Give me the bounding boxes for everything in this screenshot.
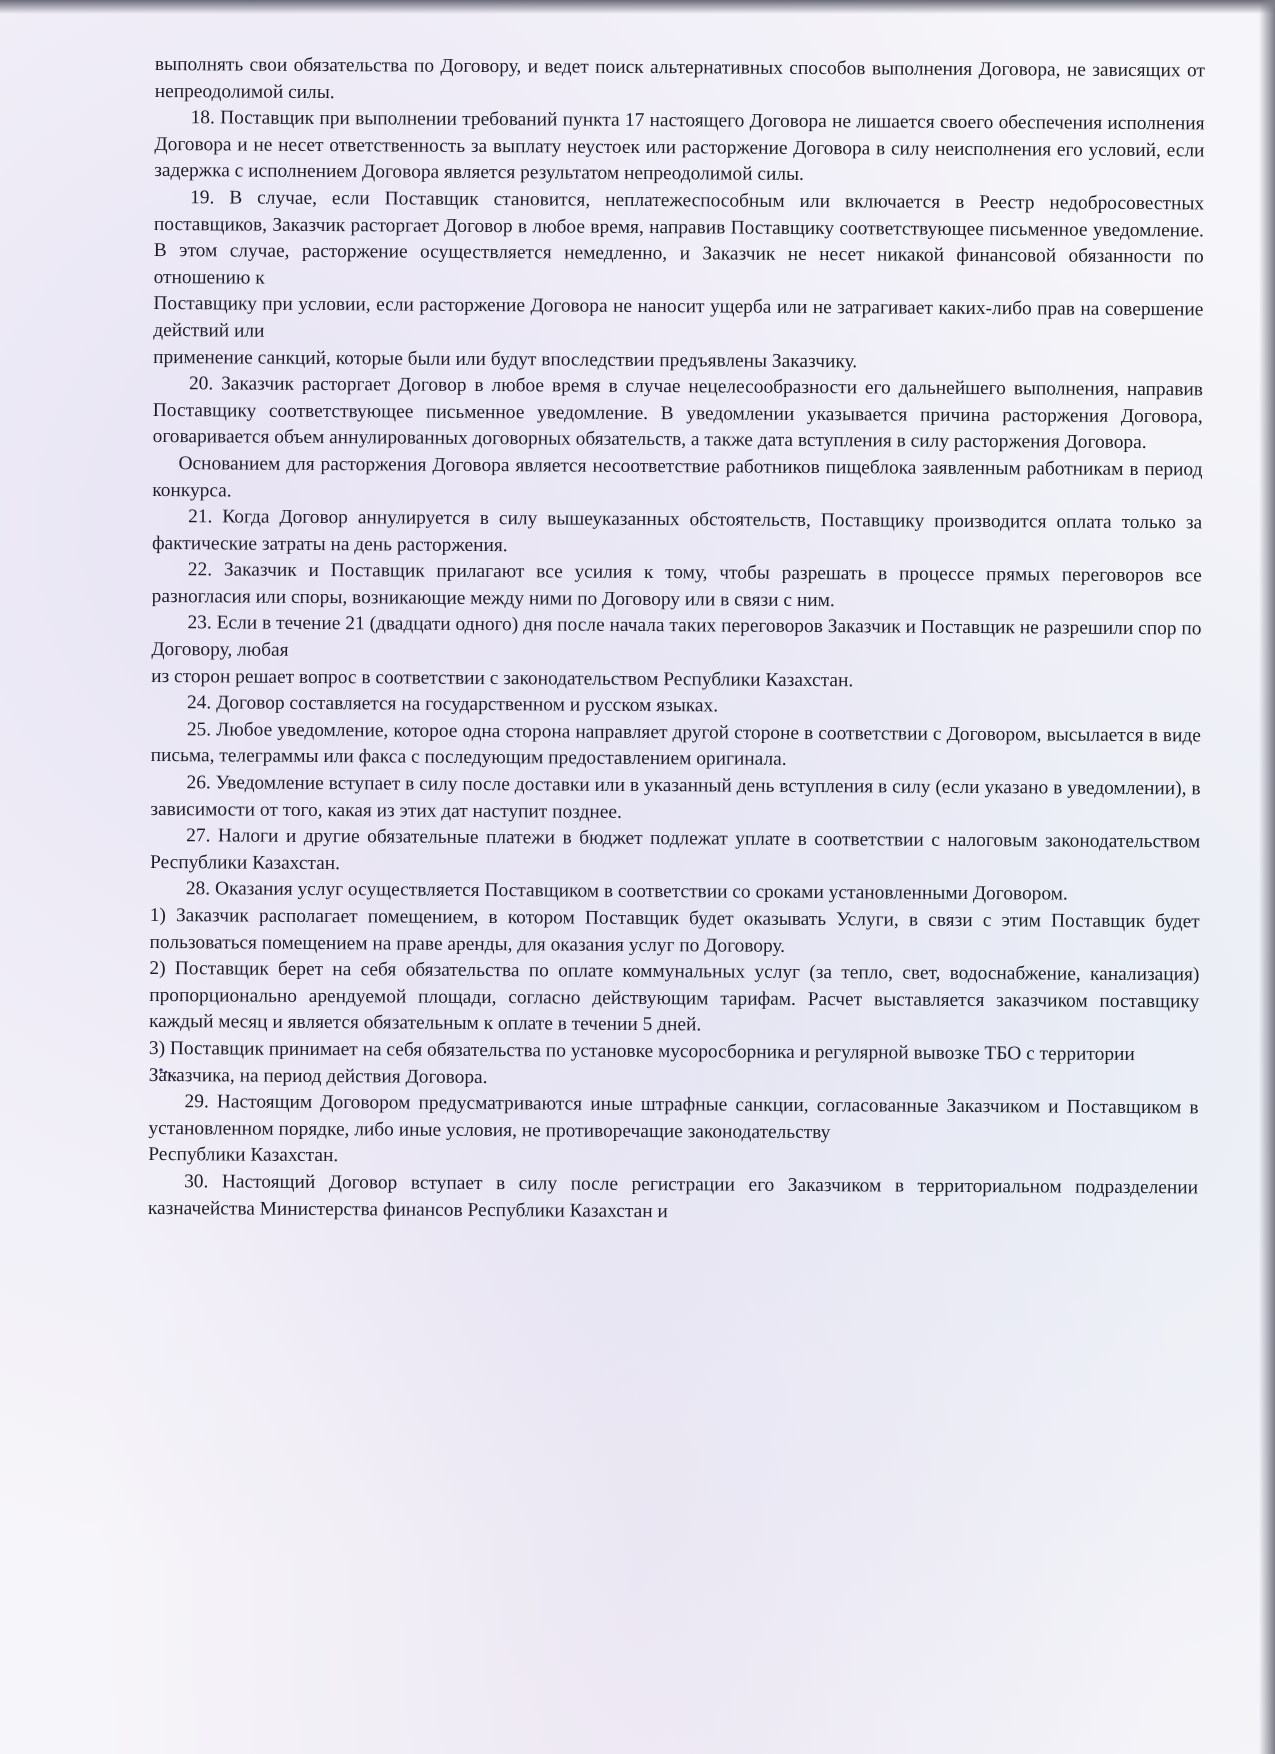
clause-28: 28. Оказания услуг осуществляется Поставщиком в соответствии со сроками установленными Договором. bbox=[185, 878, 1068, 905]
text-line: Республики Казахстан. bbox=[148, 1144, 339, 1167]
clause-19: 19. В случае, если Поставщик становится, неплатежеспособным или включается в Реестр недобросовестных поставщиков, Заказчик расторгает Договор в любое время, направив Поставщику соответствующее письменное уведомление. В этом случае, расторжение осуществляется немедленно, и Заказчик не несет никакой финансовой обязанности по отношению к bbox=[153, 187, 1205, 289]
clause-30: 30. Настоящий Договор вступает в силу после регистрации его Заказчиком в территориальном подразделении казначейства Министерства финансов Республики Казахстан и bbox=[147, 1171, 1199, 1222]
clause-21: 21. Когда Договор аннулируется в силу вышеуказанных обстоятельств, Поставщику производится оплата только за фактические затраты на день расторжения. bbox=[151, 506, 1203, 556]
clause-25: 25. Любое уведомление, которое одна сторона направляет другой стороне в соответствии с Договором, высылается в виде письма, телеграммы или факса с последующим предоставлением оригинала. bbox=[150, 719, 1201, 771]
text-line: Поставщику при условии, если расторжение Договора не наносит ущерба или не затрагивает каких-либо прав на совершение действий или bbox=[153, 293, 1204, 342]
clause-26: 26. Уведомление вступает в силу после доставки или в указанный день вступления в силу (если указано в уведомлении), в зависимости от того, какая из этих дат наступит позднее. bbox=[150, 772, 1201, 823]
clause-28-item-2: 2) Поставщик берет на себя обязательства по оплате коммунальных услуг (за тепло, свет, водоснабжение, канализация) пропорционально арендуемой площади, согласно действующим тарифам. Расчет выставляется заказчиком поставщику каждый месяц и является обязательным к оплате в течении 5 дней. bbox=[149, 958, 1200, 1036]
clause-29: 29. Настоящим Договором предусматриваются иные штрафные санкции, согласованные Заказчиком и Поставщиком в установленном порядке, либо иные условия, не противоречащие законодательству bbox=[148, 1091, 1199, 1143]
contract-text bbox=[148, 52, 1205, 1229]
clause-28-item-3: 3) Поставщик принимает на себя обязательства по установке мусоросборника и регулярной вывозке ТБО с территории Заказчика, на период действия Договора. bbox=[148, 1037, 1135, 1088]
clause-20-basis: Основанием для расторжения Договора является несоответствие работников пищеблока заявленным работникам в период конкурса. bbox=[152, 453, 1203, 501]
text-line: выполнять свои обязательства по Договору, и ведет поиск альтернативных способов выполнения Договора, не зависящих от непреодолимой силы. bbox=[154, 53, 1205, 103]
clause-28-item-1: 1) Заказчик располагает помещением, в котором Поставщик будет оказывать Услуги, в связи с этим Поставщик будет пользоваться помещением на праве аренды, для оказания услуг по Договору. bbox=[149, 904, 1200, 957]
clause-18: 18. Поставщик при выполнении требований пункта 17 настоящего Договора не лишается своего обеспечения исполнения Договора и не несет ответственность за выплату неустоек или расторжение Договора в силу неисполнения его условий, если задержка с исполнением Договора является результатом непреодолимой силы. bbox=[154, 107, 1205, 186]
clause-23: 23. Если в течение 21 (двадцати одного) дня после начала таких переговоров Заказчик и Поставщик не разрешили спор по Договору, любая bbox=[151, 612, 1202, 661]
clause-24: 24. Договор составляется на государственном и русском языках. bbox=[186, 692, 719, 717]
clause-27: 27. Налоги и другие обязательные платежи в бюджет подлежат уплате в соответствии с налоговым законодательством Республики Казахстан. bbox=[149, 825, 1201, 874]
text-line: из сторон решает вопрос в соответствии с законодательством Республики Казахстан. bbox=[151, 665, 854, 691]
clause-22: 22. Заказчик и Поставщик прилагают все усилия к тому, чтобы разрешать в процессе прямых переговоров все разногласия или споры, возникающие между ними по Договору или в связи с ним. bbox=[151, 559, 1202, 612]
scan-shadow-right bbox=[1259, 0, 1275, 1754]
clause-20: 20. Заказчик расторгает Договор в любое время в случае нецелесообразности его дальнейшего выполнения, направив Поставщику соответствующее письменное уведомление. В уведомлении указывается причина расторжения Договора, оговаривается объем аннулированных договорных обязательств, а также дата вступления в силу расторжения Договора. bbox=[152, 373, 1204, 454]
text-line: применение санкций, которые были или будут впоследствии предъявлены Заказчику. bbox=[153, 346, 858, 372]
scan-shadow-top bbox=[0, 0, 1275, 14]
